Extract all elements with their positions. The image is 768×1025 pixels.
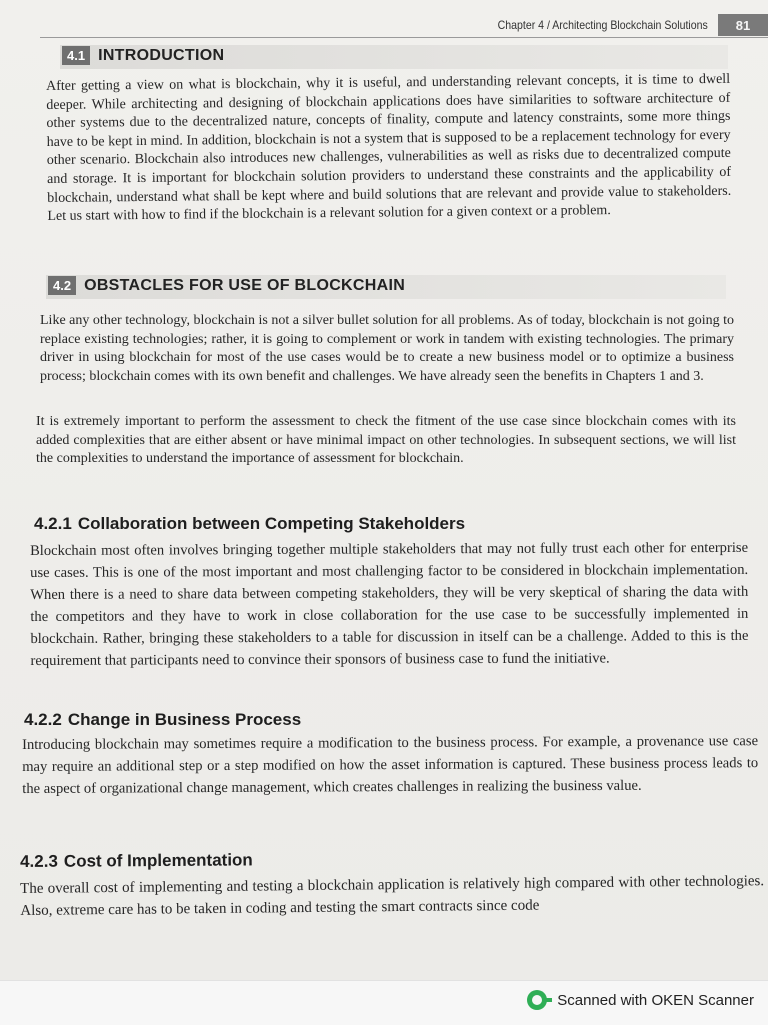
subsection-number: 4.2.1 [34, 514, 72, 533]
subsection-heading [34, 514, 465, 534]
subsection-title: Change in Business Process [67, 710, 302, 729]
obstacles-paragraph-2: It is extremely important to perform the assessment to check the fitment of the use case since blockchain comes with its added complexities that are either absent or have minimal impact on other technologies. In subsequent sections, we will list the complexities to understand the importance of assessment for blockchain. [36, 414, 736, 467]
obstacles-paragraph-1: Like any other technology, blockchain is not a silver bullet solution for all problems. As of today, blockchain is not going to replace existing technologies; rather, it is going to complement or work in tandem with existing technologies. The primary driver in using blockchain for most of the use cases would be to create a new business model or to optimize a business process; blockchain comes with its own benefit and challenges. We have already seen the benefits in Chapters 1 and 3. [40, 313, 734, 384]
scanner-watermark [527, 990, 754, 1010]
section-heading [48, 276, 405, 295]
business-process-paragraph: Introducing blockchain may sometimes require a modification to the business process. For example, a provenance use case may require an additional step or a step modified on how the asset information is captured. These business process leads to the aspect of organizational change management, which creates challenges in realizing the business value. [22, 733, 759, 797]
scanner-label: Scanned with OKEN Scanner [557, 991, 754, 1009]
subsection-heading [24, 710, 301, 730]
running-header [469, 14, 768, 36]
section-number: 4.1 [62, 46, 90, 65]
subsection-number: 4.2.3 [20, 851, 58, 871]
subsection-title: Cost of Implementation [63, 850, 253, 871]
running-head-text: Chapter 4 / Architecting Blockchain Solutions [497, 18, 708, 32]
subsection-number: 4.2.2 [24, 710, 62, 729]
section-number: 4.2 [48, 276, 76, 295]
page-number: 81 [718, 14, 768, 36]
subsection-heading [20, 850, 253, 872]
oken-scanner-logo-icon [527, 990, 547, 1010]
introduction-paragraph: After getting a view on what is blockchain, why it is useful, and understanding relevant concepts, it is time to dwell deeper. While architecting and designing of blockchain applications does have similarities to software architecture of other systems due to the decentralized nature, concepts of finality, compute and latency constraints, some more things have to be kept in mind. In addition, blockchain is not a system that is supposed to be a replacement technology for every other scenario. Blockchain also introduces new challenges, vulnerabilities as well as risks due to decentralized compute and storage. It is important for blockchain solution providers to understand these constraints and the applicability of blockchain, understand what shall be kept where and build solutions that are relevant and provide value to stakeholders. Let us start with how to find if the blockchain is a relevant solution for a given context or a problem. [46, 71, 732, 225]
header-rule [40, 37, 768, 38]
section-title: INTRODUCTION [98, 46, 225, 64]
section-title: OBSTACLES FOR USE OF BLOCKCHAIN [84, 276, 406, 294]
subsection-title: Collaboration between Competing Stakeholders [77, 514, 466, 533]
cost-paragraph: The overall cost of implementing and testing a blockchain application is relatively high compared with other technologies. Also, extreme care has to be taken in coding and testing the smart contracts since code [20, 873, 765, 919]
section-heading [62, 46, 224, 65]
collaboration-paragraph: Blockchain most often involves bringing together multiple stakeholders that may not fully trust each other for enterprise use cases. This is one of the most important and most challenging factor to be considered in blockchain implementation. When there is a need to share data between competing stakeholders, they will be very skeptical of sharing the data with the competitors and they have to work in close collaboration for the use case to be successfully implemented in blockchain. Rather, bringing these stakeholders to a table for discussion in itself can be a challenge. Added to this is the requirement that participants need to convince their sponsors of business case to fund the initiative. [30, 539, 749, 669]
